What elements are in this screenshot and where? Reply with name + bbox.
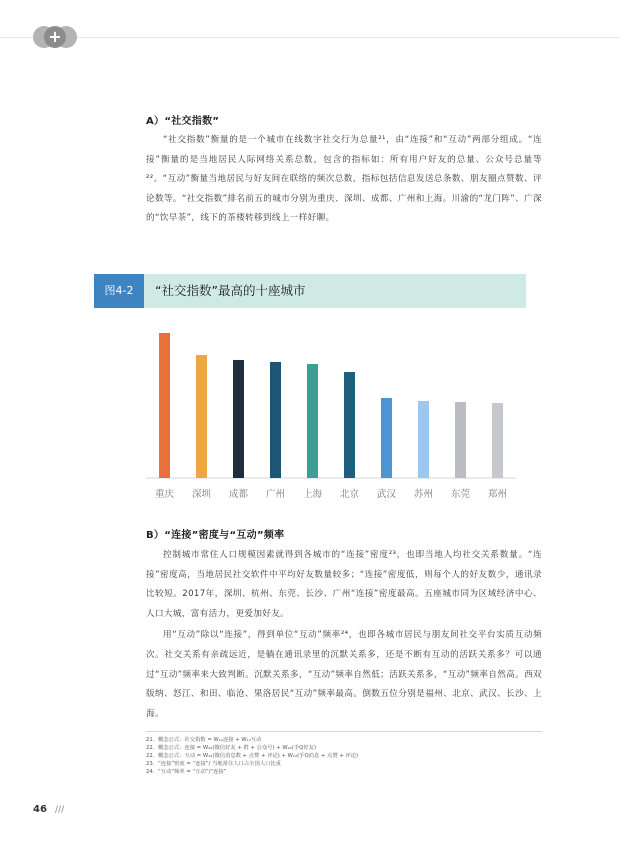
bar-0: [159, 333, 170, 478]
category-label: 重庆: [154, 489, 174, 500]
plus-icon: +: [48, 27, 62, 46]
figure-title: “社交指数”最高的十座城市: [155, 283, 306, 298]
bar-6: [381, 398, 392, 478]
bar-chart-svg: [146, 318, 516, 508]
section-a: [146, 112, 542, 229]
footnote: 22．概念公式：连接 = W₂₂(微信好友 + 群 + 公众号) + W₂₂(手Q好友): [146, 745, 317, 751]
figure-tag: 图4-2: [94, 274, 144, 308]
bar-5: [344, 372, 355, 478]
section-b-paragraph-1: 控制城市常住人口规模因素就得到各城市的“连接”密度²³，也即当地人均社交关系数量。“连接”密度高，当地居民社交软件中平均好友数量较多；“连接”密度低，则每个人的好友数少，通讯录比较短。2017年，深圳、杭州、东莞、长沙、广州“连接”密度最高。五座城市同为区域经济中心、人口大城，富有活力，更爱加好友。: [146, 550, 542, 619]
bar-7: [418, 401, 429, 478]
category-label: 广州: [265, 489, 285, 500]
category-label: 上海: [302, 489, 322, 500]
category-label: 深圳: [191, 489, 211, 500]
footnotes: [146, 731, 542, 776]
footnote: 22．概念公式：互动 = W₁₂(微信消息数 + 点赞 + 评论) + W₁₂(手Q消息 + 点赞 + 评论): [146, 753, 359, 759]
section-a-heading: A）“社交指数”: [146, 116, 220, 127]
bar-2: [233, 360, 244, 478]
bar-8: [455, 402, 466, 478]
publisher-logo: [33, 26, 77, 48]
category-label: 东莞: [450, 489, 470, 500]
page-number: 46: [33, 804, 47, 815]
section-b: [146, 526, 542, 724]
section-b-paragraph-2: 用“互动”除以“连接”，得到单位“互动”频率²⁴，也即各城市居民与朋友间社交平台实质互动频次。社交关系有亲疏远近，是躺在通讯录里的沉默关系多，还是不断有互动的活跃关系多？可以通过“互动”频率来大致判断。沉默关系多，“互动”频率自然低；活跃关系多，“互动”频率自然高。西双版纳、怒江、和田、临沧、果洛居民“互动”频率最高。倒数五位分别是福州、北京、武汉、长沙、上海。: [146, 630, 542, 719]
bar-4: [307, 364, 318, 478]
section-a-paragraph: “社交指数”衡量的是一个城市在线数字社交行为总量²¹，由“连接”和“互动”两部分组成。“连接”衡量的是当地居民人际网络关系总数，包含的指标如：所有用户好友的总量、公众号总量等²²。“互动”衡量当地居民与好友间在联络的频次总数，指标包括信息发送总条数、朋友圈点赞数、评论数等。“社交指数”排名前五的城市分别为重庆、深圳、成都、广州和上海。川渝的“龙门阵”、广深的“饮早茶”，线下的茶楼转移到线上一样好聊。: [146, 135, 542, 224]
bar-chart: [146, 318, 516, 508]
section-b-heading: B）“连接”密度与“互动”频率: [146, 530, 285, 541]
page-mark: ///: [55, 805, 65, 815]
footnote: 23．“连接”密度 = “连接”/ 当地常住人口占全国人口比重: [146, 761, 281, 767]
bar-3: [270, 362, 281, 478]
footnote: 21．概念公式：社交指数 = W₁₂连接 + W₁₃互动: [146, 737, 262, 743]
category-label: 郑州: [487, 489, 507, 500]
category-label: 北京: [339, 489, 359, 500]
header-rule: [0, 37, 620, 38]
footnote: 24．“互动”频率 = “互动”/“连接”: [146, 769, 227, 775]
bar-9: [492, 403, 503, 478]
category-label: 武汉: [376, 489, 396, 500]
category-label: 苏州: [413, 489, 433, 500]
category-label: 成都: [228, 489, 248, 500]
bar-1: [196, 355, 207, 478]
